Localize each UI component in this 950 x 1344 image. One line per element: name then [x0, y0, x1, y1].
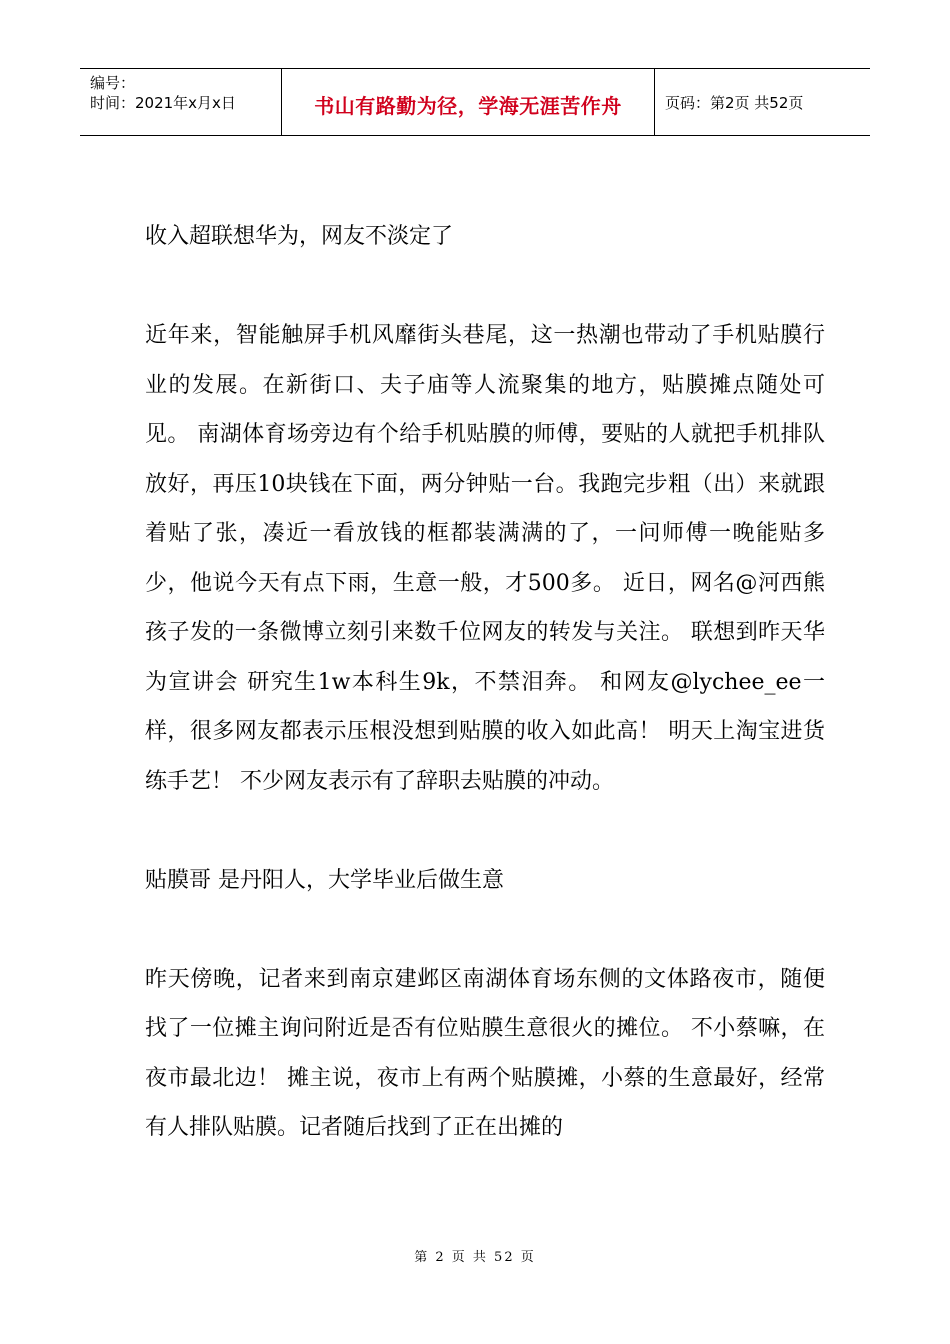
article-paragraph-1: 近年来，智能触屏手机风靡街头巷尾，这一热潮也带动了手机贴膜行业的发展。在新街口、夫子庙等人流聚集的地方，贴膜摊点随处可见。 南湖体育场旁边有个给手机贴膜的师傅，要贴的人就把手机排队放好，再压10块钱在下面，两分钟贴一台。我跑完步粗（出）来就跟着贴了张，凑近一看放钱的框都装满满的了，一问师傅一晚能贴多少，他说今天有点下雨，生意一般，才500多。 近日，网名@河西熊孩子发的一条微博立刻引来数千位网友的转发与关注。 联想到昨天华为宣讲会 研究生1w本科生9k，不禁泪奔。 和网友@lychee_ee一样，很多网友都表示压根没想到贴膜的收入如此高！ 明天上淘宝进货练手艺！ 不少网友表示有了辞职去贴膜的冲动。	[145, 323, 825, 794]
spacer	[145, 806, 825, 856]
article-heading-2: 贴膜哥 是丹阳人，大学毕业后做生意	[145, 867, 504, 893]
header-page-cell	[655, 69, 870, 135]
spacer	[145, 262, 825, 312]
motto-text: 书山有路勤为径，学海无涯苦作舟	[314, 93, 622, 118]
header-motto-cell	[282, 69, 655, 135]
time-label: 时间：2021年x月x日	[90, 94, 236, 112]
page-info: 页码：第2页 共52页	[665, 93, 804, 112]
header-meta-cell	[80, 69, 282, 135]
page-footer: 第 2 页 共 52 页	[414, 1250, 536, 1265]
article-body	[145, 212, 825, 1153]
serial-number-label: 编号：	[90, 74, 136, 92]
article-paragraph-2: 昨天傍晚，记者来到南京建邺区南湖体育场东侧的文体路夜市，随便找了一位摊主询问附近是否有位贴膜生意很火的摊位。 不小蔡嘛，在夜市最北边！ 摊主说，夜市上有两个贴膜摊，小蔡的生意最好，经常有人排队贴膜。记者随后找到了正在出摊的	[145, 966, 825, 1140]
article-heading-1: 收入超联想华为，网友不淡定了	[145, 224, 454, 249]
spacer	[145, 905, 825, 955]
header-table	[80, 68, 870, 136]
